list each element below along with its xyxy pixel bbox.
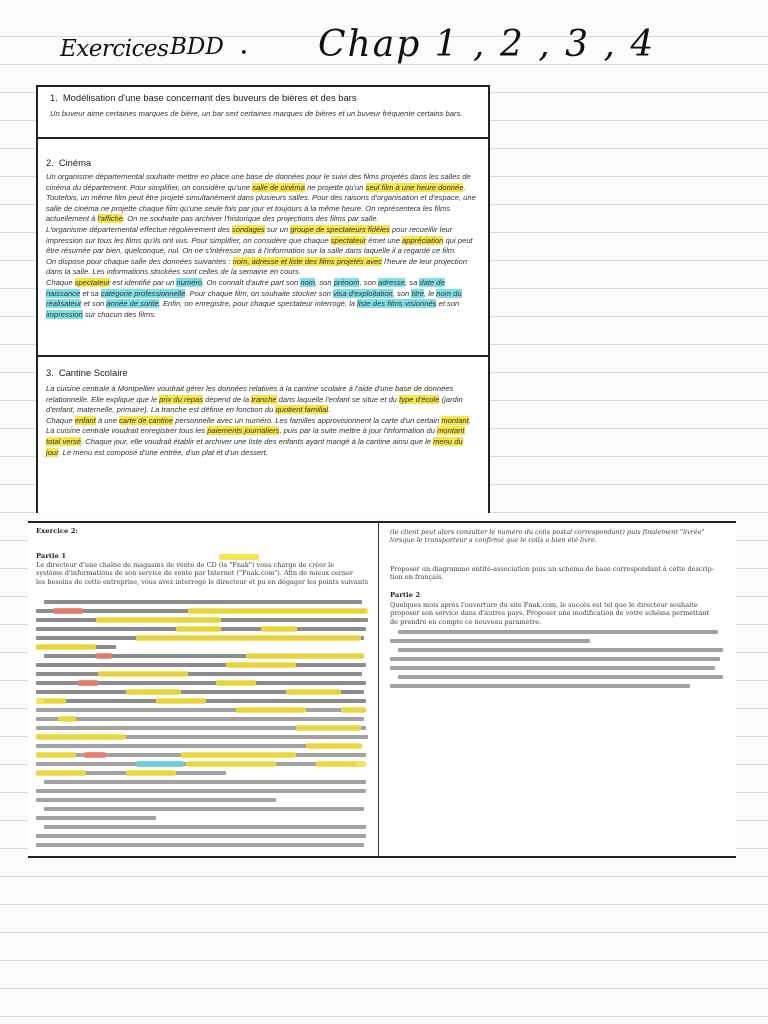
text-line (36, 834, 366, 838)
text-line (390, 657, 720, 661)
text-line (36, 663, 366, 667)
highlight: groupe de spectateurs fidèles (290, 224, 390, 234)
highlight-mark (136, 635, 361, 641)
highlight-mark (286, 689, 341, 695)
highlight: liste des films visionnés (357, 299, 437, 309)
highlight-mark (316, 761, 366, 767)
text-line (36, 789, 366, 793)
section-cantine (38, 355, 488, 515)
continued-paragraph: (le client peut alors consulter le numéro du colis postal correspondant) puis finalement "livrée" lorsque le transporteur a confirmé que le colis a bien été livré. (390, 528, 705, 545)
highlight: montant (441, 415, 469, 425)
highlight-mark (306, 743, 362, 749)
title-exercices: Exercices (60, 36, 169, 62)
highlight-mark (261, 626, 297, 632)
title-separator: • (240, 46, 248, 61)
highlight-mark (296, 725, 361, 731)
text-line (44, 825, 366, 829)
highlight: date de naissance (46, 277, 445, 298)
highlight-mark (126, 689, 181, 695)
text-line (398, 648, 723, 652)
highlight-mark (176, 626, 221, 632)
highlight: carte de cantine (119, 415, 174, 425)
highlight-mark (219, 554, 259, 560)
highlight: enfant (74, 415, 96, 425)
highlight: nom du réalisateur (46, 288, 462, 309)
text-line (390, 666, 715, 670)
highlight-mark (58, 716, 76, 722)
highlight: quotient familial (275, 405, 329, 415)
highlight-mark (216, 680, 256, 686)
section-title: 3. Cantine Scolaire (46, 367, 128, 378)
section-title: 1. Modélisation d'une base concernant des buveurs de bières et des bars (50, 92, 357, 103)
question-paragraph: Proposer un diagramme entité-association puis un schéma de base correspondant à cette descrip- tion en français. (390, 565, 714, 582)
exercise-heading: Exercice 2: (36, 527, 78, 535)
highlight: sondages (231, 224, 265, 234)
highlight-mark (126, 770, 176, 776)
highlight: nom, adresse et liste des films projetés avec (232, 256, 383, 266)
text-line (36, 798, 276, 802)
exercise-sheet-1 (36, 85, 490, 513)
exercise-sheet-2 (28, 521, 736, 858)
highlight-mark (36, 698, 66, 704)
highlight: appréciation (402, 235, 444, 245)
title-chapters: Chap 1 , 2 , 3 , 4 (318, 24, 656, 65)
highlight: numéro (176, 277, 203, 287)
text-line (398, 675, 723, 679)
highlight: impression (46, 309, 83, 319)
section-body: Un organisme départemental souhaite mettre en place une base de données pour le suivi des films projetés dans les salles de cinéma du département. Pour simplifier, on considère qu'une salle de cinéma ne projette qu'un seul film à une heure donnée. Toutefois, un même film peut être projeté simultanément dans plusieurs salles. Pour des raisons d'organisation et d'espace, une salle de cinéma ne projette chaque film qu'une seule fois par jour et toujours à la même heure. On représentera les films actuellement à l'affiche. On ne souhaite pas archiver l'historique des projections des films par salle. L'organisme départemental effectue régulièrement des sondages sur un groupe de spectateurs fidèles pour recueillir leur impression sur tous les films qu'ils ont vus. Pour simplifier, on considère que chaque spectateur émet une appréciation qui peut être résumée par bien, quelconque, nul. On ne s'intéresse pas à l'information sur la salle dans laquelle il a regardé ce film. On dispose pour chaque salle des données suivantes : nom, adresse et liste des films projetés avec l'heure de leur projection dans la salle. Les informations stockées sont celles de la semaine en cours. Chaque spectateur est identifié par un numéro. On connaît d'autre part son nom, son prénom, son adresse, sa date de naissance et sa catégorie professionnelle. Pour chaque film, on souhaite stocker son visa d'exploitation, son titre, le nom du réalisateur et son année de sortie. Enfin, on enregistre, pour chaque spectateur interrogé, la liste des films visionnés et son impression sur chacun des films. (46, 172, 476, 319)
text-line (36, 717, 364, 721)
highlight: l'affiche (97, 214, 124, 224)
highlight: menu du jour (46, 436, 463, 457)
highlight-mark (186, 761, 276, 767)
highlight: salle de cinéma (252, 182, 305, 192)
highlight: prénom (333, 277, 360, 287)
text-line (36, 843, 364, 847)
highlight-mark (188, 608, 368, 614)
highlight: spectateur (330, 235, 367, 245)
highlight-mark (136, 761, 184, 767)
intro-paragraph: Le directeur d'une chaîne de magasins de vente de CD (la "Fnak") vous charge de créer le système d'informations de son service de vente par Internet ("Fnak.com"). Afin de mieux cerner les besoins de cette entreprise, vous avez interrogé le directeur et pu en dégager les points suivants (36, 561, 369, 586)
highlight: catégorie professionnelle (100, 288, 186, 298)
column-divider (378, 523, 379, 856)
highlight-mark (36, 752, 76, 758)
highlight-mark (96, 653, 112, 659)
partie-2-paragraph: Quelques mois après l'ouverture du site Fnak.com, le succès est tel que le directeur souhaite proposer son service dans d'autres pays. Proposer une modification de votre schéma permettant de prendre en compte ce nouveau paramètre. (390, 601, 710, 626)
text-line (36, 816, 156, 820)
title-bdd: BDD (170, 34, 224, 60)
handwritten-title (0, 18, 768, 78)
highlight: adresse (378, 277, 406, 287)
highlight-mark (98, 671, 188, 677)
highlight: montant total versé (46, 426, 465, 446)
text-line (44, 600, 362, 604)
highlight-mark (36, 770, 86, 776)
highlight-mark (36, 734, 126, 740)
highlight: titre (411, 288, 425, 298)
text-line (44, 807, 364, 811)
section-title: 2. Cinéma (46, 157, 92, 168)
section-body: La cuisine centrale à Montpellier voudrait gérer les données relatives à la cantine scolaire à l'aide d'une base de données relationnelle. Elle explique que le prix du repas dépend de la tranche dans laquelle l'enfant se situe et du type d'école (jardin d'enfant, maternelle, primaire). La tranche est définie en fonction du quotient familial. Chaque enfant à une carte de cantine personnelle avec un numéro. Les familles approvisionnent la carte d'un certain montant. La cuisine centrale voudrait enregistrer tous les paiements journaliers, puis par la suite mettre à jour l'information du montant total versé. Chaque jour, elle voudrait établir et archiver une liste des enfants ayant mangé à la cantine ainsi que le menu du jour. Le menu est composé d'une entrée, d'un plat et d'un dessert. (46, 384, 471, 457)
partie-2-heading: Partie 2 (390, 591, 421, 599)
highlight-mark (341, 707, 366, 713)
highlight: seul film à une heure donnée (365, 182, 464, 192)
highlight: paiements journaliers (207, 426, 280, 436)
highlight-mark (181, 752, 296, 758)
highlight-mark (53, 608, 83, 614)
highlight-mark (236, 707, 306, 713)
highlight: type d'école (399, 394, 440, 404)
section-buveurs (38, 85, 488, 137)
text-line (36, 708, 366, 712)
highlight: tranche (251, 394, 277, 404)
highlight: spectateur (74, 277, 111, 287)
text-line (36, 672, 362, 676)
highlight: prix du repas (159, 394, 204, 404)
section-cinema (38, 137, 488, 355)
partie-1-heading: Partie 1 (36, 552, 67, 560)
highlight: nom (300, 277, 316, 287)
highlight: année de sortie (106, 299, 159, 309)
text-line (390, 684, 690, 688)
text-line (44, 780, 366, 784)
highlight-mark (226, 662, 296, 668)
highlight: visa d'exploitation (333, 288, 393, 298)
highlight-mark (36, 644, 96, 650)
section-body: Un buveur aime certaines marques de bière, un bar sert certaines marques de bières et un buveur fréquente certains bars. (50, 109, 463, 118)
highlight-mark (96, 617, 221, 623)
highlight-mark (78, 680, 98, 686)
highlight-mark (246, 653, 364, 659)
text-line (390, 639, 590, 643)
highlight-mark (84, 752, 106, 758)
highlight-mark (156, 698, 206, 704)
text-line (398, 630, 718, 634)
